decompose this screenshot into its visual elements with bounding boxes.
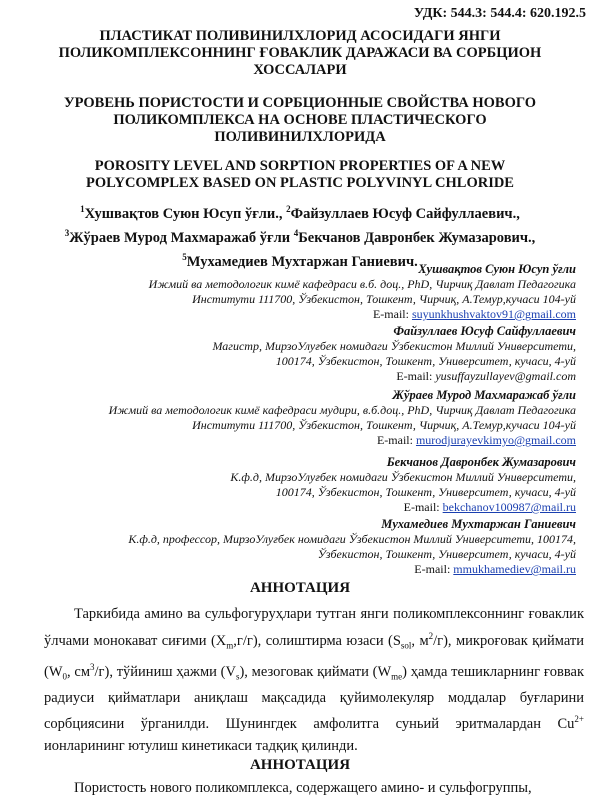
title-uzbek-line: ПОЛИКОМПЛЕКСОННИНГ ҒОВАКЛИК ДАРАЖАСИ ВА СОРБЦИОН <box>58 45 542 61</box>
title-russian-line: УРОВЕНЬ ПОРИСТОСТИ И СОРБЦИОННЫЕ СВОЙСТВА НОВОГО <box>63 95 537 111</box>
title-english-line: POLYCOMPLEX BASED ON PLASTIC POLYVINYL CHLORIDE <box>86 175 514 191</box>
affiliation-line: Институти 111700, Ўзбекистон, Тошкент, Чирчиқ, А.Темур,кучаси 104-уй <box>192 292 576 306</box>
title-russian-line: ПОЛИВИНИЛХЛОРИДА <box>214 129 386 145</box>
email-label: E-mail: <box>372 307 412 321</box>
title-uzbek <box>20 28 580 79</box>
email-label: E-mail: <box>414 562 454 576</box>
author-1: Хушвақтов Суюн Юсуп ўғли., <box>84 205 283 222</box>
author-5: Мухамедиев Мухтаржан Ганиевич. <box>186 253 418 270</box>
affiliation-line: К.ф.д, профессор, МирзоУлуғбек номидаги Ўзбекистон Миллий Университети, 100174, <box>128 532 576 546</box>
author-4: Бекчанов Давронбек Жумазарович., <box>298 229 536 246</box>
udk-code: УДК: 544.3: 544.4: 620.192.5 <box>413 6 586 21</box>
affiliation-line: Ижмий ва методологик кимё кафедраси в.б. доц., PhD, Чирчиқ Давлат Педагогика <box>148 277 576 291</box>
email-text: yusuffayzullayev@gmail.com <box>435 369 576 383</box>
author-line: $^1$Хушвақтов Суюн Юсуп ўғли., $^2$Файзуллаев Юсуф Сайфуллаевич., <box>80 204 520 222</box>
affiliation-line: 100174, Ўзбекистон, Тошкент, Университет, кучаси, 4-уй <box>275 485 576 499</box>
author-3: Жўраев Мурод Махмаражаб ўғли <box>69 229 291 246</box>
email-label: E-mail: <box>376 433 416 447</box>
affiliation-line: Магистр, МирзоУлуғбек номидаги Ўзбекистон Миллий Университети, <box>212 339 576 353</box>
author-list <box>20 200 580 271</box>
annotation-heading-uzbek: АННОТАЦИЯ <box>249 580 351 596</box>
title-uzbek-line: ХОССАЛАРИ <box>253 62 347 78</box>
email-link[interactable]: suyunkhushvaktov91@gmail.com <box>411 307 576 321</box>
email-label: E-mail: <box>403 500 443 514</box>
annotation-paragraph-uzbek: Таркибида амино ва сульфогуруҳлари тутган янги поликомплексоннинг ғоваклик ўлчами монокават сиғими $(X_m,г/г)$, солиштирма юзаси ($S_{sol}$, $м^2/г$), микроғовак қиймати ($W_0$, $см^3/г$), тўйиниш ҳажми $(V_s)$, мезоговак қиймати $(W_{me})$ ҳамда тешикларнинг ғоввак радиуси қийматлари аниқлаш мақсадида қуйимолекуляр моддалар буғларини сорбциясини ўрганилди. Шунингдек амфолитга суньий эритмалардан $Cu^{2+}$ ионларининг ютулиш кинетикаси тадқиқ қилинди. <box>44 606 584 754</box>
author-line: $^5$Мухамедиев Мухтаржан Ганиевич. <box>182 251 418 270</box>
title-russian-line: ПОЛИКОМПЛЕКСА НА ОСНОВЕ ПЛАСТИЧЕСКОГО <box>113 112 487 128</box>
affiliation-block <box>36 324 576 384</box>
title-english <box>20 158 580 192</box>
affiliation-line: Ижмий ва методологик кимё кафедраси мудири, в.б.доц., PhD, Чирчиқ Давлат Педагогика <box>108 403 576 417</box>
email-label: E-mail: <box>396 369 436 383</box>
affiliation-block <box>36 262 576 322</box>
email-line <box>36 433 576 448</box>
affiliation-name: Жўраев Мурод Махмаражаб ўғли <box>392 388 576 402</box>
email-line <box>36 369 576 384</box>
author-line: $^3$Жўраев Мурод Махмаражаб ўғли $^4$Бекчанов Давронбек Жумазарович., <box>64 227 536 246</box>
email-line <box>36 562 576 577</box>
affiliation-line: Ўзбекистон, Тошкент, Университет, кучаси, 4-уй <box>317 547 576 561</box>
email-line <box>36 500 576 515</box>
affiliation-line: Институти 111700, Ўзбекистон, Тошкент, Чирчиқ, А.Темур,кучаси 104-уй <box>192 418 576 432</box>
affiliation-name: Бекчанов Давронбек Жумазарович <box>386 455 576 469</box>
affiliation-line: К.ф.д, МирзоУлуғбек номидаги Ўзбекистон Миллий Университети, <box>230 470 576 484</box>
affiliation-name: Файзуллаев Юсуф Сайфуллаевич <box>393 324 576 338</box>
affiliation-line: 100174, Ўзбекистон, Тошкент, Университет, кучаси, 4-уй <box>275 354 576 368</box>
affiliation-block <box>36 455 576 515</box>
affiliation-block <box>36 517 576 577</box>
affiliation-name: Мухамедиев Мухтаржан Ганиевич <box>381 517 576 531</box>
email-link[interactable]: murodjurayevkimyo@gmail.com <box>415 433 576 447</box>
title-uzbek-line: ПЛАСТИКАТ ПОЛИВИНИЛХЛОРИД АСОСИДАГИ ЯНГИ <box>99 28 501 44</box>
title-russian <box>20 95 580 146</box>
title-english-line: POROSITY LEVEL AND SORPTION PROPERTIES OF A NEW <box>94 158 506 174</box>
affiliation-name: Хушвақтов Суюн Юсуп ўғли <box>418 262 576 276</box>
email-line <box>36 307 576 322</box>
email-link[interactable]: mmukhamediev@mail.ru <box>453 562 576 576</box>
email-link[interactable]: bekchanov100987@mail.ru <box>442 500 576 514</box>
annotation-heading-russian: АННОТАЦИЯ <box>249 757 351 773</box>
annotation-paragraph-russian: Пористость нового поликомплекса, содержащего амино- и сульфогруппы, <box>74 780 532 796</box>
affiliation-block <box>36 388 576 448</box>
author-2: Файзуллаев Юсуф Сайфуллаевич., <box>290 205 520 222</box>
